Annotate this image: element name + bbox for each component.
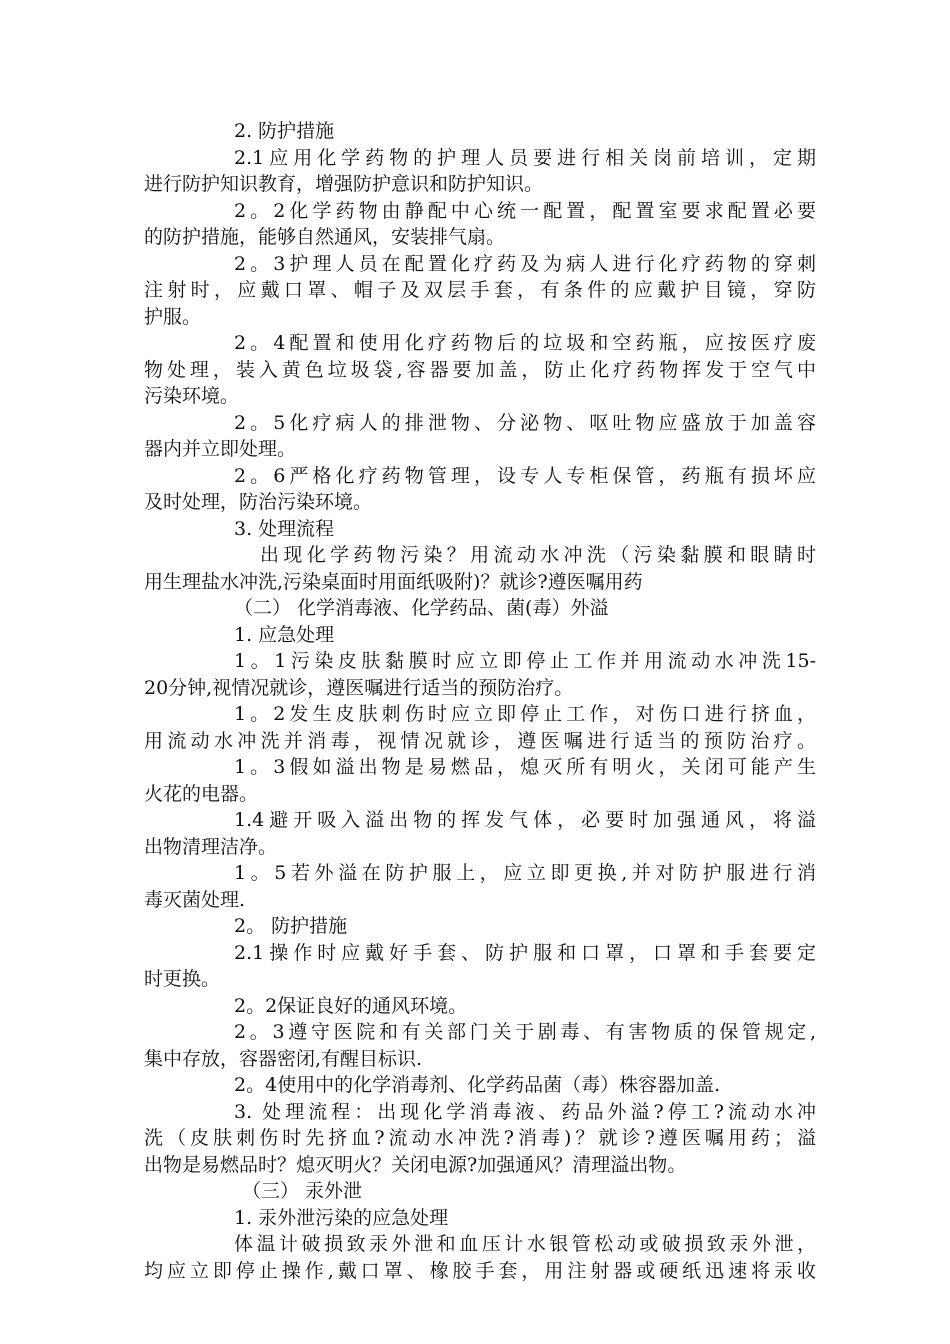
text-line: （三） 汞外泄 (242, 1180, 363, 1202)
text-line: 出物是易燃品时？熄灭明火？关闭电源?加强通风？清理溢出物。 (144, 1153, 687, 1176)
text-line: 2。2保证良好的通风环境。 (234, 994, 468, 1017)
text-line: （二） 化学消毒液、化学药品、菌(毒）外溢 (234, 597, 609, 619)
text-line: 2.1操作时应戴好手套、防护服和口罩，口罩和手套要定 (234, 941, 816, 964)
text-line: 注射时，应戴口罩、帽子及双层手套，有条件的应戴护目镜，穿防 (144, 279, 816, 301)
text-line: 均应立即停止操作,戴口罩、橡胶手套，用注射器或硬纸迅速将汞收 (144, 1259, 816, 1282)
text-line: 护服。 (144, 305, 202, 328)
text-line: 1。3假如溢出物是易燃品，熄灭所有明火，关闭可能产生 (234, 756, 816, 778)
text-line: 洗（皮肤刺伤时先挤血?流动水冲洗?消毒)？就诊?遵医嘱用药；溢 (144, 1127, 816, 1149)
text-line: 时更换。 (144, 968, 221, 990)
text-line: 2。4配置和使用化疗药物后的垃圾和空药瓶，应按医疗废 (234, 332, 816, 354)
text-line: 出现化学药物污染？用流动水冲洗（污染黏膜和眼睛时 (260, 544, 816, 566)
text-line: 2。5化疗病人的排泄物、分泌物、呕吐物应盛放于加盖容 (234, 411, 816, 434)
text-line: 2。6严格化疗药物管理，设专人专柜保管，药瓶有损坏应 (234, 464, 816, 487)
text-line: 火花的电器。 (144, 782, 259, 805)
text-line: 2。3遵守医院和有关部门关于剧毒、有害物质的保管规定, (234, 1021, 816, 1043)
text-line: 2。3护理人员在配置化疗药及为病人进行化疗药物的穿刺 (234, 252, 816, 275)
text-line: 出物清理洁净。 (144, 835, 278, 858)
text-line: 2。2化学药物由静配中心统一配置，配置室要求配置必要 (234, 199, 816, 222)
document-page (144, 118, 816, 1284)
text-line: 器内并立即处理。 (144, 438, 297, 460)
text-line: 3. 处理流程 (234, 517, 335, 540)
text-line: 污染环境。 (144, 385, 240, 407)
text-line: 集中存放，容器密闭,有醒目标识. (144, 1047, 423, 1070)
text-line: 用流动水冲洗并消毒，视情况就诊，遵医嘱进行适当的预防治疗。 (144, 729, 816, 752)
text-line: 进行防护知识教育，增强防护意识和防护知识。 (144, 173, 544, 195)
text-line: 的防护措施，能够自然通风，安装排气扇。 (144, 226, 506, 248)
text-line: 1。5若外溢在防护服上，应立即更换,并对防护服进行消 (234, 862, 816, 884)
text-line: 1。2发生皮肤刺伤时应立即停止工作，对伤口进行挤血， (234, 703, 816, 725)
text-line: 20分钟,视情况就诊，遵医嘱进行适当的预防治疗。 (144, 676, 574, 699)
text-line: 用生理盐水冲洗,污染桌面时用面纸吸附)？就诊?遵医嘱用药 (144, 570, 643, 593)
text-line: 1。1污染皮肤黏膜时应立即停止工作并用流动水冲洗15- (234, 650, 816, 672)
text-line: 及时处理，防治污染环境。 (144, 491, 373, 513)
text-line: 1. 汞外泄污染的应急处理 (234, 1206, 449, 1229)
text-line: 2。4使用中的化学消毒剂、化学药品菌（毒）株容器加盖. (234, 1074, 721, 1096)
text-line: 体温计破损致汞外泄和血压计水银管松动或破损致汞外泄， (234, 1233, 816, 1255)
text-line: 物处理，装入黄色垃圾袋,容器要加盖，防止化疗药物挥发于空气中 (144, 358, 816, 381)
text-line: 毒灭菌处理. (144, 888, 246, 911)
text-line: 1.4避开吸入溢出物的挥发气体，必要时加强通风，将溢 (234, 809, 816, 831)
text-line: 2.1应用化学药物的护理人员要进行相关岗前培训，定期 (234, 146, 816, 169)
text-line: 1. 应急处理 (234, 623, 335, 646)
text-line: 3. 处理流程：出现化学消毒液、药品外溢?停工?流动水冲 (234, 1100, 816, 1123)
text-line: 2。 防护措施 (234, 915, 348, 937)
text-line: 2. 防护措施 (234, 120, 335, 142)
